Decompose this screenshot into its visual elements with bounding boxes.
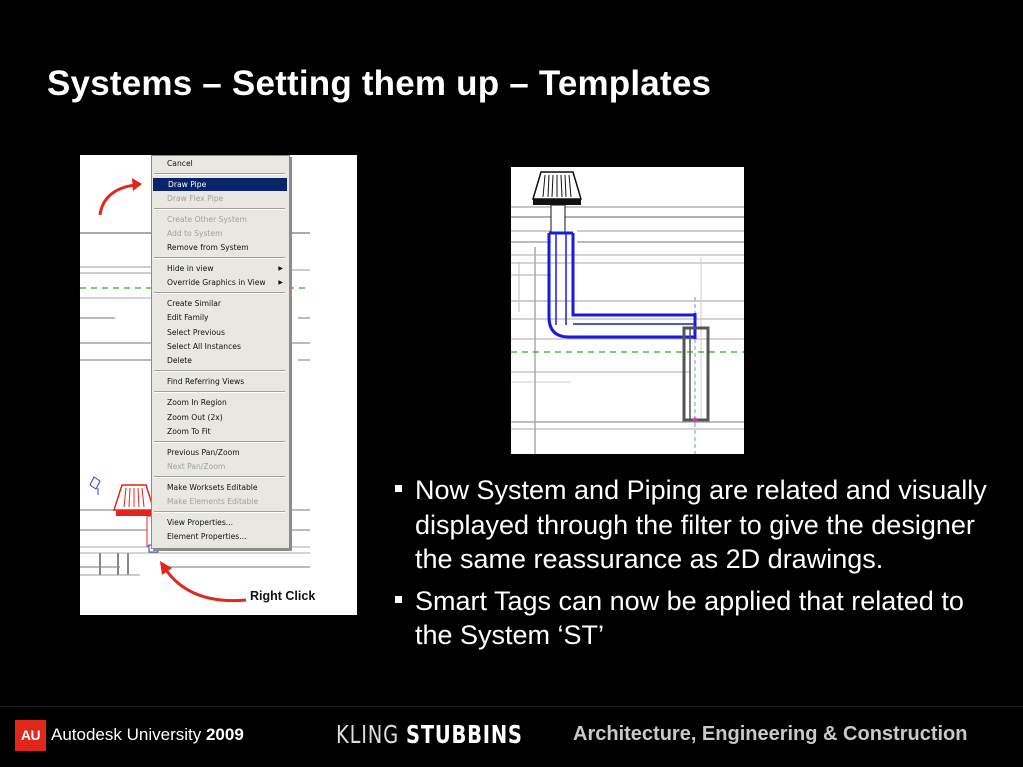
menu-item-create-other-system[interactable]: Create Other System xyxy=(167,215,247,224)
menu-item-label: Hide in view xyxy=(167,264,214,273)
menu-separator xyxy=(154,257,285,259)
bullet-item xyxy=(395,473,995,577)
revit-context-menu-screenshot xyxy=(80,155,357,615)
submenu-arrow-icon: ▶ xyxy=(278,265,283,272)
footer-tagline: Architecture, Engineering & Construction xyxy=(573,723,968,745)
pipe-system-screenshot xyxy=(511,167,744,454)
pipe-system-drawing xyxy=(511,167,744,454)
menu-separator xyxy=(154,208,285,210)
au-name: Autodesk University xyxy=(51,725,202,744)
menu-item-override-graphics[interactable] xyxy=(152,276,287,289)
menu-separator xyxy=(154,441,285,443)
menu-item-remove-from-system[interactable]: Remove from System xyxy=(167,243,249,252)
menu-item-zoom-to-fit[interactable]: Zoom To Fit xyxy=(167,427,211,436)
kling-text: KLING xyxy=(336,720,400,749)
menu-item-zoom-out[interactable]: Zoom Out (2x) xyxy=(167,413,223,422)
menu-item-hide-in-view[interactable] xyxy=(152,262,287,275)
bullet-text: Now System and Piping are related and visually displayed through the filter to give the designer the same reassurance as 2D drawings. xyxy=(415,475,987,574)
au-year: 2009 xyxy=(205,725,244,744)
right-click-label: Right Click xyxy=(250,589,316,603)
autodesk-university-text xyxy=(51,725,244,745)
bullet-item xyxy=(395,584,995,653)
menu-item-create-similar[interactable]: Create Similar xyxy=(167,299,221,308)
stubbins-text: STUBBINS xyxy=(405,720,523,749)
menu-separator xyxy=(154,391,285,393)
menu-item-zoom-in-region[interactable]: Zoom In Region xyxy=(167,398,227,407)
menu-separator xyxy=(154,370,285,372)
menu-item-select-previous[interactable]: Select Previous xyxy=(167,328,225,337)
bullet-square-icon xyxy=(395,596,402,603)
menu-separator xyxy=(154,292,285,294)
menu-item-label: Override Graphics in View xyxy=(167,278,266,287)
menu-separator xyxy=(154,476,285,478)
menu-item-cancel[interactable]: Cancel xyxy=(167,159,193,168)
slide-title: Systems – Setting them up – Templates xyxy=(47,64,712,103)
menu-item-previous-pan-zoom[interactable]: Previous Pan/Zoom xyxy=(167,448,240,457)
menu-item-delete[interactable]: Delete xyxy=(167,356,192,365)
menu-separator xyxy=(154,173,285,175)
bullet-text: Smart Tags can now be applied that related to the System ‘ST’ xyxy=(415,585,964,650)
bullet-square-icon xyxy=(395,485,402,492)
menu-item-find-referring-views[interactable]: Find Referring Views xyxy=(167,377,245,386)
footer-divider xyxy=(0,706,1023,707)
submenu-arrow-icon: ▶ xyxy=(278,279,283,286)
kling-stubbins-logo xyxy=(336,720,523,749)
menu-item-make-elements-editable[interactable]: Make Elements Editable xyxy=(167,497,259,506)
menu-item-edit-family[interactable]: Edit Family xyxy=(167,313,209,322)
menu-item-view-properties[interactable]: View Properties... xyxy=(167,518,234,527)
menu-separator xyxy=(154,511,285,513)
bullet-list xyxy=(395,473,995,660)
autodesk-university-logo: AU xyxy=(15,720,46,751)
menu-item-select-all-instances[interactable]: Select All Instances xyxy=(167,342,241,351)
menu-item-draw-flex-pipe[interactable]: Draw Flex Pipe xyxy=(167,194,224,203)
menu-item-element-properties[interactable]: Element Properties... xyxy=(167,532,247,541)
menu-item-add-to-system[interactable]: Add to System xyxy=(167,229,223,238)
menu-item-draw-pipe[interactable]: Draw Pipe xyxy=(153,178,287,191)
menu-item-next-pan-zoom[interactable]: Next Pan/Zoom xyxy=(167,462,226,471)
context-menu xyxy=(151,155,290,549)
menu-item-make-worksets-editable[interactable]: Make Worksets Editable xyxy=(167,483,258,492)
